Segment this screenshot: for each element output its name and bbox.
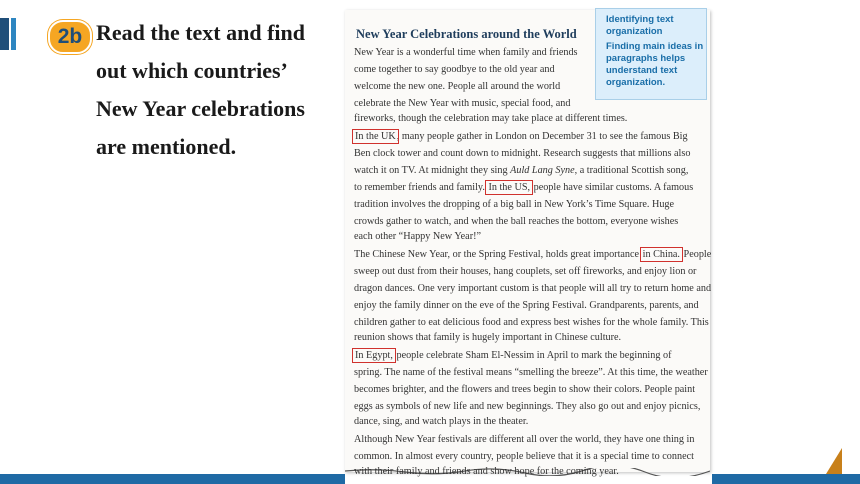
instruction-line: Read the text and find: [96, 20, 306, 45]
accent-bar-secondary: [11, 18, 16, 50]
text-line: eggs as symbols of new life and new beginnings. They also go out and enjoy picnics,: [354, 401, 701, 412]
text-line: with their family and friends and show hope for the coming year.: [354, 466, 619, 477]
instruction-line: out which countries’: [96, 58, 288, 83]
text-line: come together to say goodbye to the old year and: [354, 64, 555, 75]
next-triangle-icon[interactable]: [826, 448, 842, 474]
text-span: to remember friends and family.: [354, 182, 488, 193]
text-line: celebrate the New Year with music, special food, and: [354, 98, 571, 109]
text-line: crowds gather to watch, and when the ball reaches the bottom, everyone wishes: [354, 216, 679, 227]
text-line: children gather to eat delicious food and express best wishes for the whole family. This: [354, 317, 709, 328]
highlight-box-uk: In the UK: [355, 131, 396, 142]
text-line: welcome the new one. People all around the world: [354, 81, 561, 92]
text-span: people celebrate Sham El-Nessim in April to mark the beginning of: [393, 350, 672, 361]
song-title: Auld Lang Syne: [510, 165, 575, 176]
footer-band: [0, 474, 345, 484]
text-span: People: [680, 249, 712, 260]
exercise-badge: 2b: [48, 20, 92, 54]
text-line: dance, sing, and watch plays in the theater.: [354, 416, 529, 427]
text-span: , a traditional Scottish song,: [574, 165, 689, 176]
instruction-line: New Year celebrations: [96, 96, 305, 121]
text-line: spring. The name of the festival means “smelling the breeze”. At this time, the weather: [354, 367, 708, 378]
highlight-box-egypt: In Egypt,: [355, 350, 393, 361]
text-line: [354, 130, 688, 143]
text-line: becomes brighter, and the flowers and trees begin to show their colors. People paint: [354, 384, 696, 395]
footer-band: [712, 474, 860, 484]
text-span: people have similar customs. A famous: [531, 182, 694, 193]
tip-body: Finding main ideas in paragraphs helps understand text organization.: [606, 41, 704, 88]
accent-bar: [0, 18, 9, 50]
text-line: Although New Year festivals are different all over the world, they have one thing in: [354, 434, 695, 445]
text-line: common. In almost every country, people believe that it is a special time to connect: [354, 451, 694, 462]
text-line: [354, 248, 711, 261]
text-line: [354, 349, 671, 362]
text-line: [354, 181, 693, 194]
text-line: reunion shows that family is hugely important in Chinese culture.: [354, 332, 622, 343]
text-line: New Year is a wonderful time when family and friends: [354, 47, 578, 58]
text-line: Ben clock tower and count down to midnight. Research suggests that millions also: [354, 148, 691, 159]
text-span: , many people gather in London on December 31 to see the famous Big: [396, 131, 688, 142]
text-line: tradition involves the dropping of a big ball in New York’s Time Square. Huge: [354, 199, 675, 210]
text-line: fireworks, though the celebration may take place at different times.: [354, 113, 628, 124]
instruction-line: are mentioned.: [96, 134, 237, 159]
tip-title: Identifying text organization: [606, 14, 674, 37]
instruction-text: [96, 14, 346, 166]
text-span: The Chinese New Year, or the Spring Festival, holds great importance: [354, 249, 642, 260]
tip-box: [595, 8, 707, 100]
text-line: [354, 164, 688, 177]
text-span: watch it on TV. At midnight they sing: [354, 165, 511, 176]
text-line: dragon dances. One very important custom is that people will all try to return home and: [354, 283, 712, 294]
article-title: New Year Celebrations around the World: [356, 27, 577, 41]
text-line: enjoy the family dinner on the eve of the Spring Festival. Grandparents, parents, and: [354, 300, 699, 311]
highlight-box-china: in China.: [642, 249, 680, 260]
highlight-box-us: In the US,: [488, 182, 531, 193]
text-line: sweep out dust from their houses, hang couplets, set off fireworks, and enjoy lion or: [354, 266, 697, 277]
text-line: each other “Happy New Year!”: [354, 231, 482, 242]
